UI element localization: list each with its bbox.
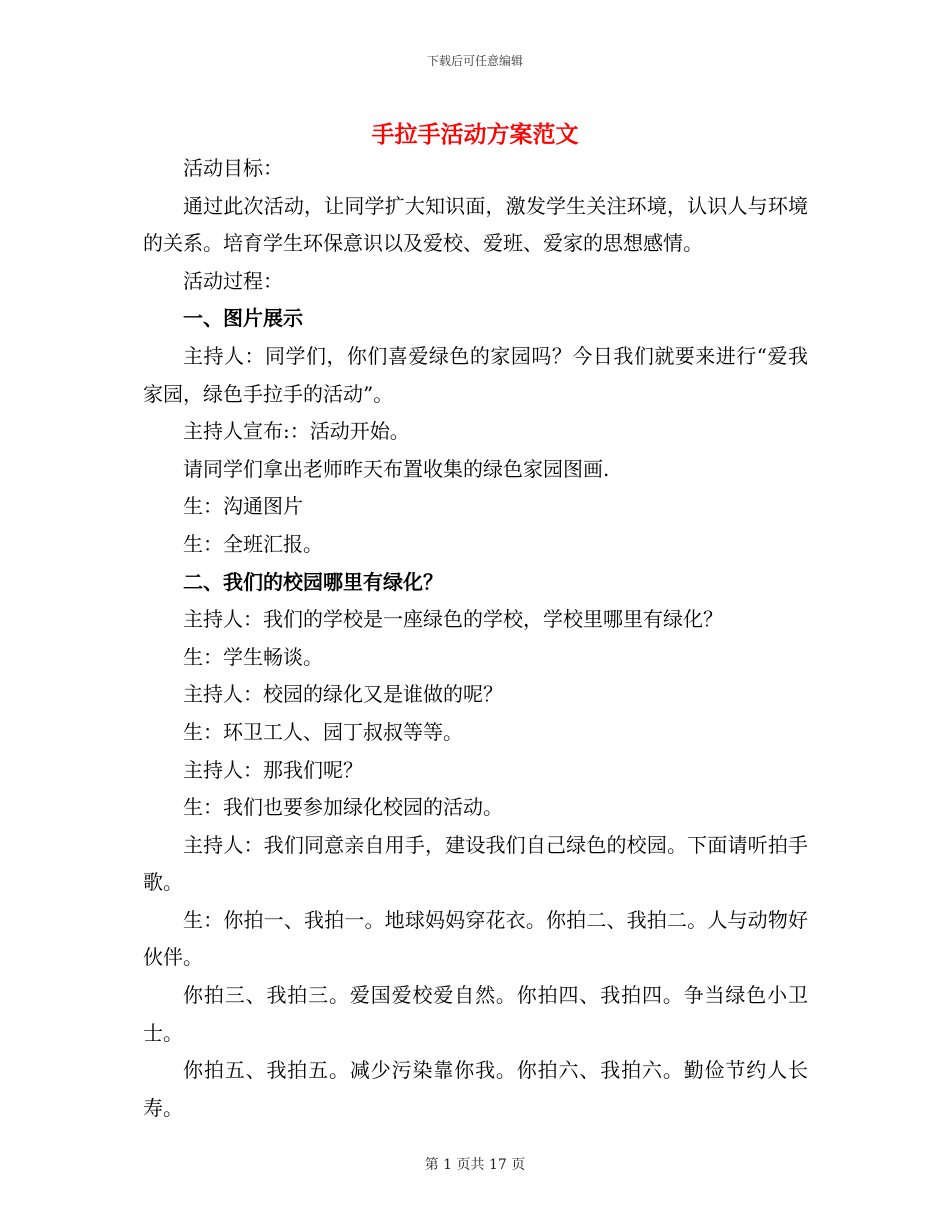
paragraph: 主持人：校园的绿化又是谁做的呢？	[183, 682, 503, 707]
page-header: 下载后可任意编辑	[426, 54, 523, 68]
document-title: 手拉手活动方案范文	[371, 121, 579, 148]
paragraph: 生：你拍一、我拍一。地球妈妈穿花衣。你拍二、我拍二。人与动物好伙伴。	[143, 907, 808, 970]
section-heading: 二、我们的校园哪里有绿化？	[183, 569, 443, 594]
paragraph: 请同学们拿出老师昨天布置收集的绿色家园图画.	[183, 456, 610, 481]
paragraph: 主持人：那我们呢？	[183, 757, 363, 782]
paragraph: 生：沟通图片	[183, 494, 303, 519]
document-body	[143, 150, 808, 1127]
paragraph: 生：全班汇报。	[183, 531, 323, 556]
paragraph: 你拍三、我拍三。爱国爱校爱自然。你拍四、我拍四。争当绿色小卫士。	[143, 983, 808, 1045]
paragraph: 你拍五、我拍五。减少污染靠你我。你拍六、我拍六。勤俭节约人长寿。	[143, 1058, 808, 1120]
paragraph: 通过此次活动，让同学扩大知识面，激发学生关注环境，认识人与环境的关系。培育学生环保意识以及爱校、爱班、爱家的思想感情。	[143, 193, 808, 256]
page-footer: 第 1 页共 17 页	[424, 1157, 526, 1173]
paragraph: 生：我们也要参加绿化校园的活动。	[183, 795, 503, 820]
paragraph: 主持人：我们的学校是一座绿色的学校，学校里哪里有绿化？	[183, 607, 723, 632]
paragraph: 生：学生畅谈。	[183, 644, 323, 669]
paragraph: 生：环卫工人、园丁叔叔等等。	[183, 719, 463, 744]
section-heading: 一、图片展示	[183, 306, 303, 331]
paragraph: 主持人宣布:：活动开始。	[183, 419, 410, 444]
paragraph: 活动目标：	[183, 156, 283, 180]
paragraph: 主持人：我们同意亲自用手，建设我们自己绿色的校园。下面请听拍手歌。	[143, 832, 808, 895]
paragraph: 主持人：同学们，你们喜爱绿色的家园吗？今日我们就要来进行“爱我家园，绿色手拉手的活动”。	[143, 343, 808, 406]
paragraph: 活动过程：	[183, 268, 283, 293]
